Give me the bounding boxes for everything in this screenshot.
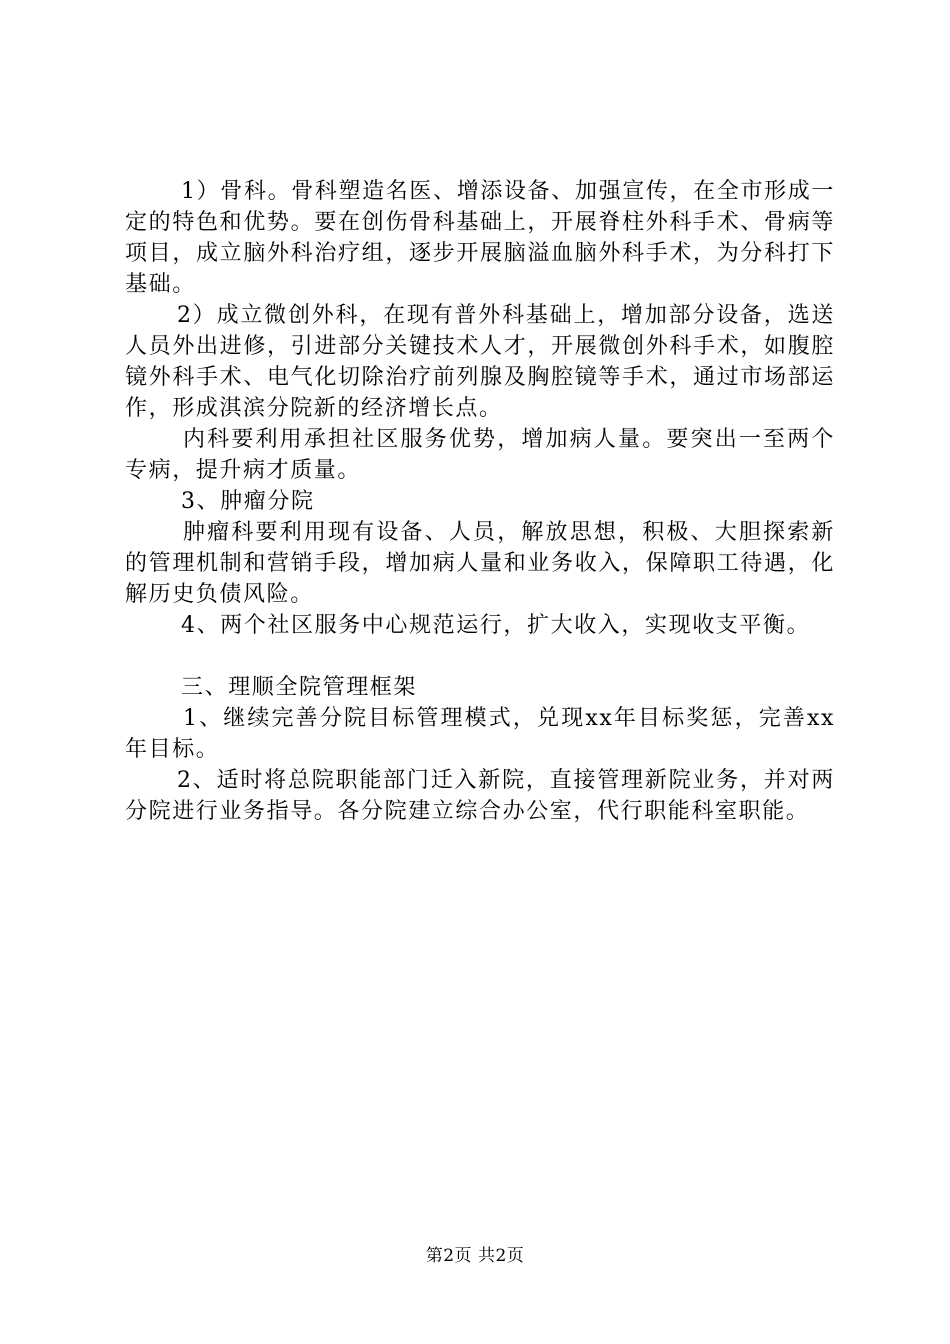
- paragraph-functional-departments: 2、适时将总院职能部门迁入新院，直接管理新院业务，并对两分院进行业务指导。各分院建立综合办公室，代行职能科室职能。: [125, 768, 835, 824]
- paragraph-target-management: 1、继续完善分院目标管理模式，兑现xx年目标奖惩，完善xx年目标。: [125, 706, 835, 762]
- paragraph-orthopedics: 1）骨科。骨科塑造名医、增添设备、加强宣传，在全市形成一定的特色和优势。要在创伤骨科基础上，开展脊柱外科手术、骨病等项目，成立脑外科治疗组，逐步开展脑溢血脑外科手术，为分科打下基础。: [125, 179, 835, 297]
- paragraph-gap: [125, 641, 835, 672]
- paragraph-community-centers: 4、两个社区服务中心规范运行，扩大收入，实现收支平衡。: [181, 613, 811, 638]
- heading-tumor-branch: 3、肿瘤分院: [181, 489, 315, 514]
- paragraph-minimally-invasive-surgery: 2）成立微创外科，在现有普外科基础上，增加部分设备，选送人员外出进修，引进部分关键技术人才，开展微创外科手术，如腹腔镜外科手术、电气化切除治疗前列腺及胸腔镜等手术，通过市场部运作，形成淇滨分院新的经济增长点。: [125, 303, 835, 421]
- document-body: [125, 176, 835, 827]
- heading-management-framework: 三、理顺全院管理框架: [181, 675, 418, 700]
- paragraph-internal-medicine: 内科要利用承担社区服务优势，增加病人量。要突出一至两个专病，提升病才质量。: [125, 427, 835, 483]
- paragraph-oncology: 肿瘤科要利用现有设备、人员，解放思想，积极、大胆探索新的管理机制和营销手段，增加病人量和业务收入，保障职工待遇，化解历史负债风险。: [125, 520, 835, 607]
- page-number-footer: 第2页 共2页: [425, 1246, 525, 1266]
